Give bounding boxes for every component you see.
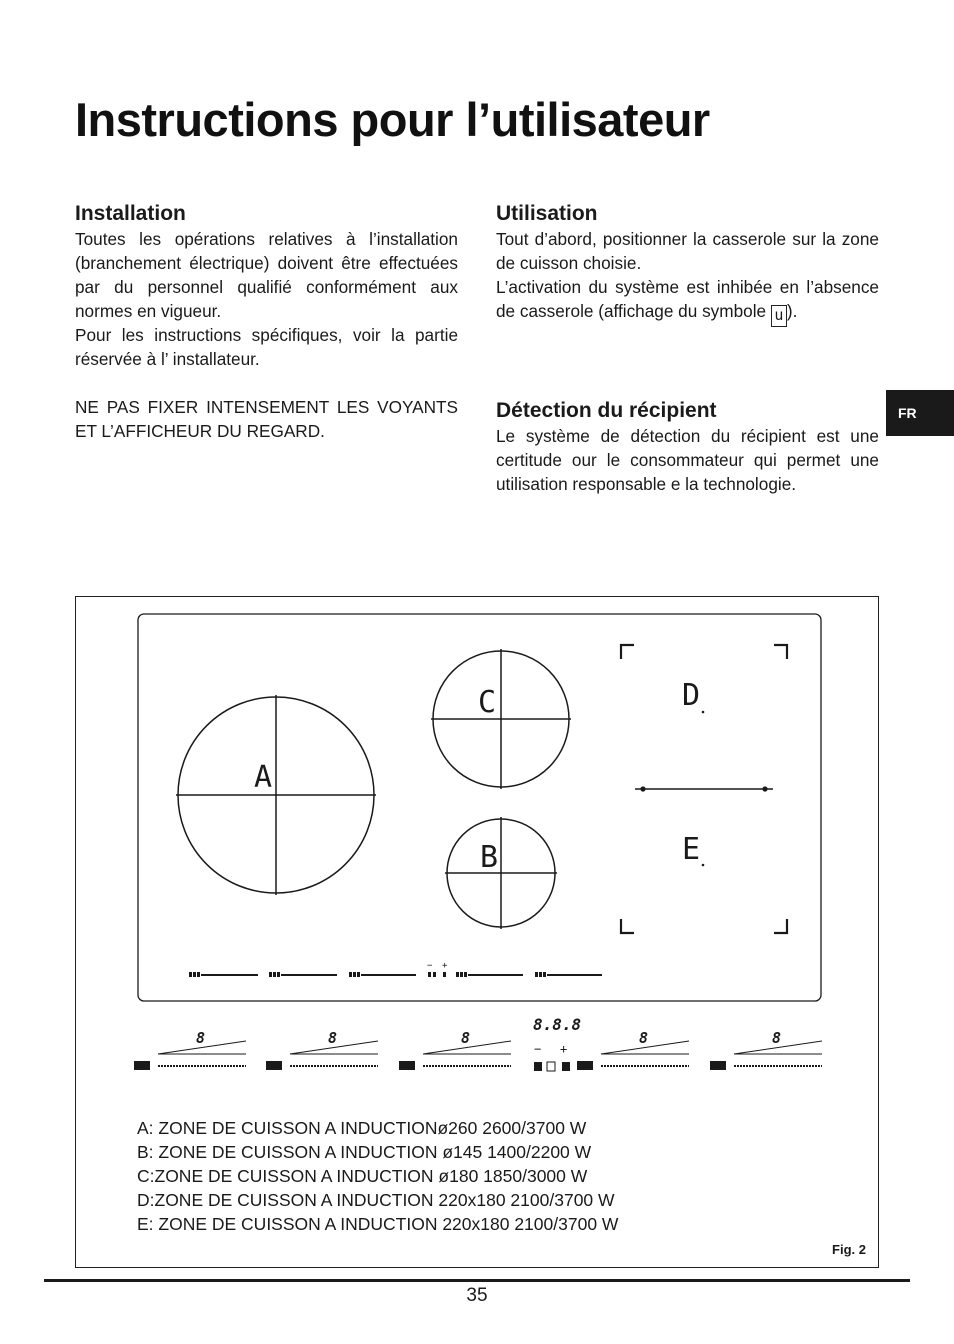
timer-display: 8.8.8 [533, 1015, 582, 1034]
language-tab: FR [886, 390, 954, 436]
inner-plus: + [442, 961, 448, 971]
control-display-a: 8 [196, 1029, 206, 1047]
installation-section [75, 201, 458, 443]
detection-section [496, 398, 879, 496]
page-title: Instructions pour l’utilisateur [75, 93, 710, 146]
control-display-b: 8 [328, 1029, 338, 1047]
installation-paragraph-1: Toutes les opérations relatives à l’installation (branchement électrique) doivent être effectuées par du personnel qualifié conformément aux normes en vigueur. [75, 229, 458, 321]
legend-line-c: C:ZONE DE CUISSON A INDUCTION ø180 1850/3000 W [137, 1166, 588, 1186]
utilisation-heading: Utilisation [496, 202, 598, 225]
control-panel [134, 1015, 822, 1071]
installation-paragraph-2: Pour les instructions spécifiques, voir la partie réservée à l’ installateur. [75, 325, 458, 369]
footer-divider [44, 1279, 910, 1282]
zones-d-e [621, 645, 787, 933]
zone-a [176, 695, 376, 895]
legend-line-b: B: ZONE DE CUISSON A INDUCTION ø145 1400/2200 W [137, 1142, 592, 1162]
legend-line-e: E: ZONE DE CUISSON A INDUCTION 220x180 2100/3700 W [137, 1214, 619, 1234]
hob-diagram [76, 597, 878, 1097]
installation-heading: Installation [75, 202, 186, 225]
figure-caption: Fig. 2 [832, 1242, 866, 1257]
zone-e-label: E [682, 832, 701, 867]
timer-plus: + [560, 1042, 568, 1056]
utilisation-paragraph-2: L’activation du système est inhibée en l’absence de casserole (affichage du symbole u ). [496, 275, 879, 327]
zone-a-label: A [254, 760, 273, 795]
zone-c-label: C [478, 685, 497, 720]
figure-frame [75, 596, 879, 1268]
legend-line-a: A: ZONE DE CUISSON A INDUCTIONø260 2600/3700 W [137, 1118, 587, 1138]
inner-control-strip [189, 961, 602, 977]
control-display-c: 8 [461, 1029, 471, 1047]
zone-c [431, 649, 571, 789]
no-pan-symbol-icon: u [771, 305, 787, 327]
zone-d-label: D [682, 678, 701, 713]
page-number: 35 [466, 1285, 488, 1306]
zone-b [445, 817, 557, 929]
control-display-d: 8 [639, 1029, 649, 1047]
detection-heading: Détection du récipient [496, 399, 717, 422]
zone-b-label: B [480, 840, 499, 875]
timer-minus: − [534, 1042, 542, 1056]
detection-paragraph: Le système de détection du récipient est une certitude our le consommateur qui permet une utilisation responsable e la technologie. [496, 426, 879, 494]
zone-legend [137, 1116, 618, 1236]
utilisation-paragraph-1: Tout d’abord, positionner la casserole sur la zone de cuisson choisie. [496, 229, 879, 273]
control-display-e: 8 [772, 1029, 782, 1047]
utilisation-section [496, 201, 879, 327]
installation-warning: NE PAS FIXER INTENSEMENT LES VOYANTS ET L’AFFICHEUR DU REGARD. [75, 397, 458, 441]
hob-outline [138, 614, 821, 1001]
inner-minus: − [427, 961, 433, 971]
legend-line-d: D:ZONE DE CUISSON A INDUCTION 220x180 2100/3700 W [137, 1190, 615, 1210]
